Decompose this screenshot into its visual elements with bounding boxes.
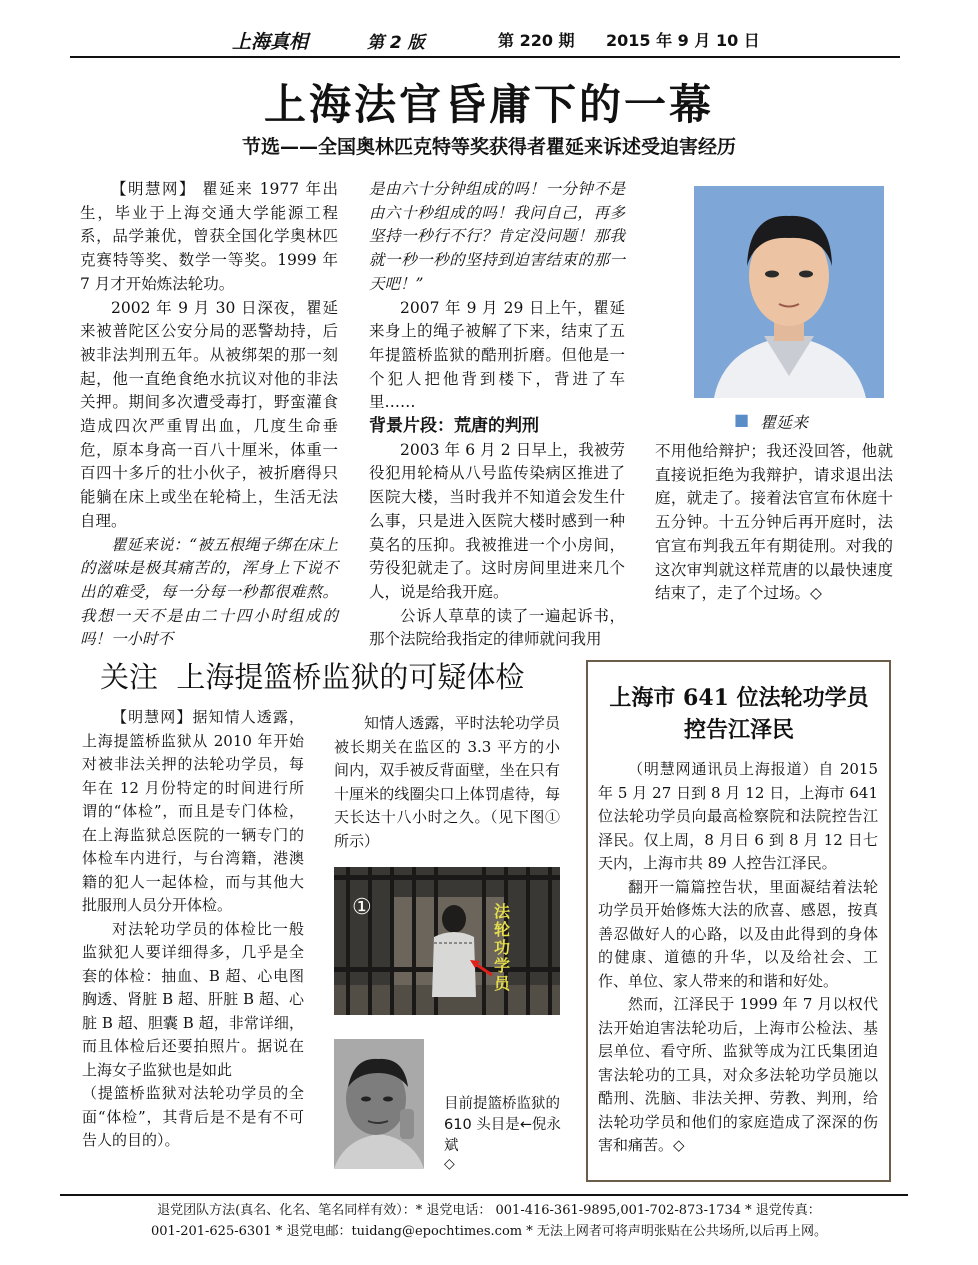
article2-title: 关注 上海提篮桥监狱的可疑体检 xyxy=(100,660,525,694)
article2-paragraph: （提篮桥监狱对法轮功学员的全面“体检”，其背后是不是有不可告人的目的）。 xyxy=(82,1084,304,1149)
edition-label: 第 2 版 xyxy=(367,33,425,53)
prison-cell-figure xyxy=(334,867,560,1015)
photo2-caption: 目前提篮桥监狱的 610 头目是←倪永斌 xyxy=(444,1096,561,1154)
article1-paragraph: 【明慧网】 瞿延来 1977 年出生，毕业于上海交通大学能源工程系，品学兼优，曾获全国化学奥林匹克赛特等奖、数学一等奖。1999 年 7 月才开始炼法轮功。 xyxy=(80,180,338,293)
article1-quote: 瞿延来说：“被五根绳子绑在床上的滋味是极其痛苦的，浑身上下说不出的难受，每一分每一秒都很难熬。我想一天不是由二十四小时组成的吗！一小时不 xyxy=(80,535,338,649)
article1-paragraph: 不用他给辩护；我还没回答，他就直接说拒绝为我辩护，请求退出法庭，就走了。接着法官宣布休庭十五分钟。十五分钟后再开庭时，法官宣布判我五年有期徒刑。对我的这次审判就这样荒唐的以最快速度结束了，走了个过场。◇ xyxy=(655,442,893,603)
article2-paragraph: 知情人透露，平时法轮功学员被长期关在监区的 3.3 平方的小间内，双手被反背面壁，坐在只有十厘米的线圈尖口上体罚虐待，每天长达十八小时之久。（见下图①所示） xyxy=(334,714,560,850)
article2-paragraph: 对法轮功学员的体检比一般监狱犯人要详细得多，几乎是全套的体检：抽血、B 超、心电图胸透、肾脏 B 超、肝脏 B 超、心脏 B 超、胆囊 B 超，非常详细，而且体检后还要拍照片。据说在上海女子监狱也是如此 xyxy=(82,919,304,1079)
portrait-figure xyxy=(694,186,884,398)
article3-column xyxy=(598,758,878,1158)
footer-rule xyxy=(60,1194,908,1196)
photo1-number: ① xyxy=(352,895,372,920)
article1-column-2 xyxy=(369,178,625,652)
official-photo xyxy=(334,1039,424,1169)
article1-paragraph: 2007 年 9 月 29 日上午，瞿延来身上的绳子被解了下来，结束了五年提篮桥监狱的酷刑折磨。但他是一个犯人把他背到楼下，背进了车里…… xyxy=(369,298,625,412)
article1-title: 上海法官昏庸下的一幕 xyxy=(263,80,714,129)
article3-title: 上海市 641 位法轮功学员控告江泽民 xyxy=(609,685,869,743)
photo-caption: 瞿延来 xyxy=(760,413,809,432)
footer-line-1: 退党团队方法(真名、化名、笔名同样有效）：* 退党电话： 001-416-361-9895,001-702-873-1734 * 退党传真： xyxy=(157,1203,821,1218)
article1-paragraph: 2003 年 6 月 2 日早上，我被劳役犯用轮椅从八号监传染病区推进了医院大楼，当时我并不知道会发生什么事，只是进入医院大楼时感到一种莫名的压抑。我被推进一个小房间，劳役犯就走了。这时房间里进来几个人，说是给我开庭。 xyxy=(369,440,625,601)
article3-paragraph: （明慧网通讯员上海报道）自 2015 年 5 月 27 日到 8 月 12 日，上海市 641 位法轮功学员向最高检察院和法院控告江泽民。仅上周，8 月日 6 到 8 月 12 日七天内，上海市共 89 人控告江泽民。 xyxy=(598,760,878,872)
article1-paragraph: 2002 年 9 月 30 日深夜，瞿延来被普陀区公安分局的恶警劫持，后被非法判刑五年。从被绑架的那一刻起，他一直绝食绝水抗议对他的非法关押。期间多次遭受毒打，野蛮灌食造成四次严重胃出血，几度生命垂危，原本身高一百八十厘米，体重一百四十多斤的壮小伙子，被折磨得只能躺在床上或坐在轮椅上，生活无法自理。 xyxy=(80,298,338,530)
official-figure xyxy=(334,1039,424,1169)
article2-column-1 xyxy=(82,706,304,1153)
paper-name: 上海真相 xyxy=(232,31,309,53)
prison-cell-photo xyxy=(334,867,560,1015)
article1-column-3 xyxy=(655,440,893,606)
article1-subtitle: 节选——全国奥林匹克特等奖获得者瞿延来诉述受迫害经历 xyxy=(241,136,736,158)
photo2-end-mark: ◇ xyxy=(444,1156,455,1172)
article2-column-2 xyxy=(334,712,560,853)
article2-paragraph: 【明慧网】据知情人透露，上海提篮桥监狱从 2010 年开始对被非法关押的法轮功学员，每年在 12 月份特定的时间进行所谓的“体检”，而且是专门体检，在上海监狱总医院的一辆专门的体检车内进行，与台湾籍，港澳籍的犯人一起体检，而与其他大批服刑人员分开体检。 xyxy=(82,708,304,914)
article1-section-heading: 背景片段：荒唐的判刑 xyxy=(369,416,539,437)
issue-number: 第 220 期 xyxy=(498,31,575,50)
footer-line-2: 001-201-625-6301 * 退党电邮：tuidang@epochtimes.com * 无法上网者可将声明张贴在公共场所,以后再上网。 xyxy=(150,1224,828,1239)
header-rule xyxy=(70,56,900,58)
portrait-photo xyxy=(694,186,884,398)
article3-paragraph: 翻开一篇篇控告状，里面凝结着法轮功学员开始修炼大法的欣喜、感恩，按真善忍做好人的心路，以及由此得到的身体的健康、道德的升华，以及给社会、工作、单位、家人带来的和谐和好处。 xyxy=(598,877,878,990)
article1-paragraph: 公诉人草草的读了一遍起诉书，那个法院给我指定的律师就问我用 xyxy=(369,606,625,649)
photo-caption-marker: ■ xyxy=(734,410,750,429)
article1-column-1 xyxy=(80,178,338,652)
article1-quote-cont: 是由六十分钟组成的吗！一分钟不是由六十秒组成的吗！我问自己，再多坚持一秒行不行？肯定没问题！那我就一秒一秒的坚持到迫害结束的那一天吧！” xyxy=(369,180,625,293)
article3-paragraph: 然而，江泽民于 1999 年 7 月以权代法开始迫害法轮功后，上海市公检法、基层单位、看守所、监狱等成为江氏集团迫害法轮功的工具，对众多法轮功学员施以酷刑、洗脑、非法关押、劳教、判刑，给法轮功学员和他们的家庭造成了深深的伤害和痛苦。◇ xyxy=(598,995,878,1154)
issue-date: 2015 年 9 月 10 日 xyxy=(606,31,760,50)
photo1-label: 法轮功学员 xyxy=(494,902,511,993)
